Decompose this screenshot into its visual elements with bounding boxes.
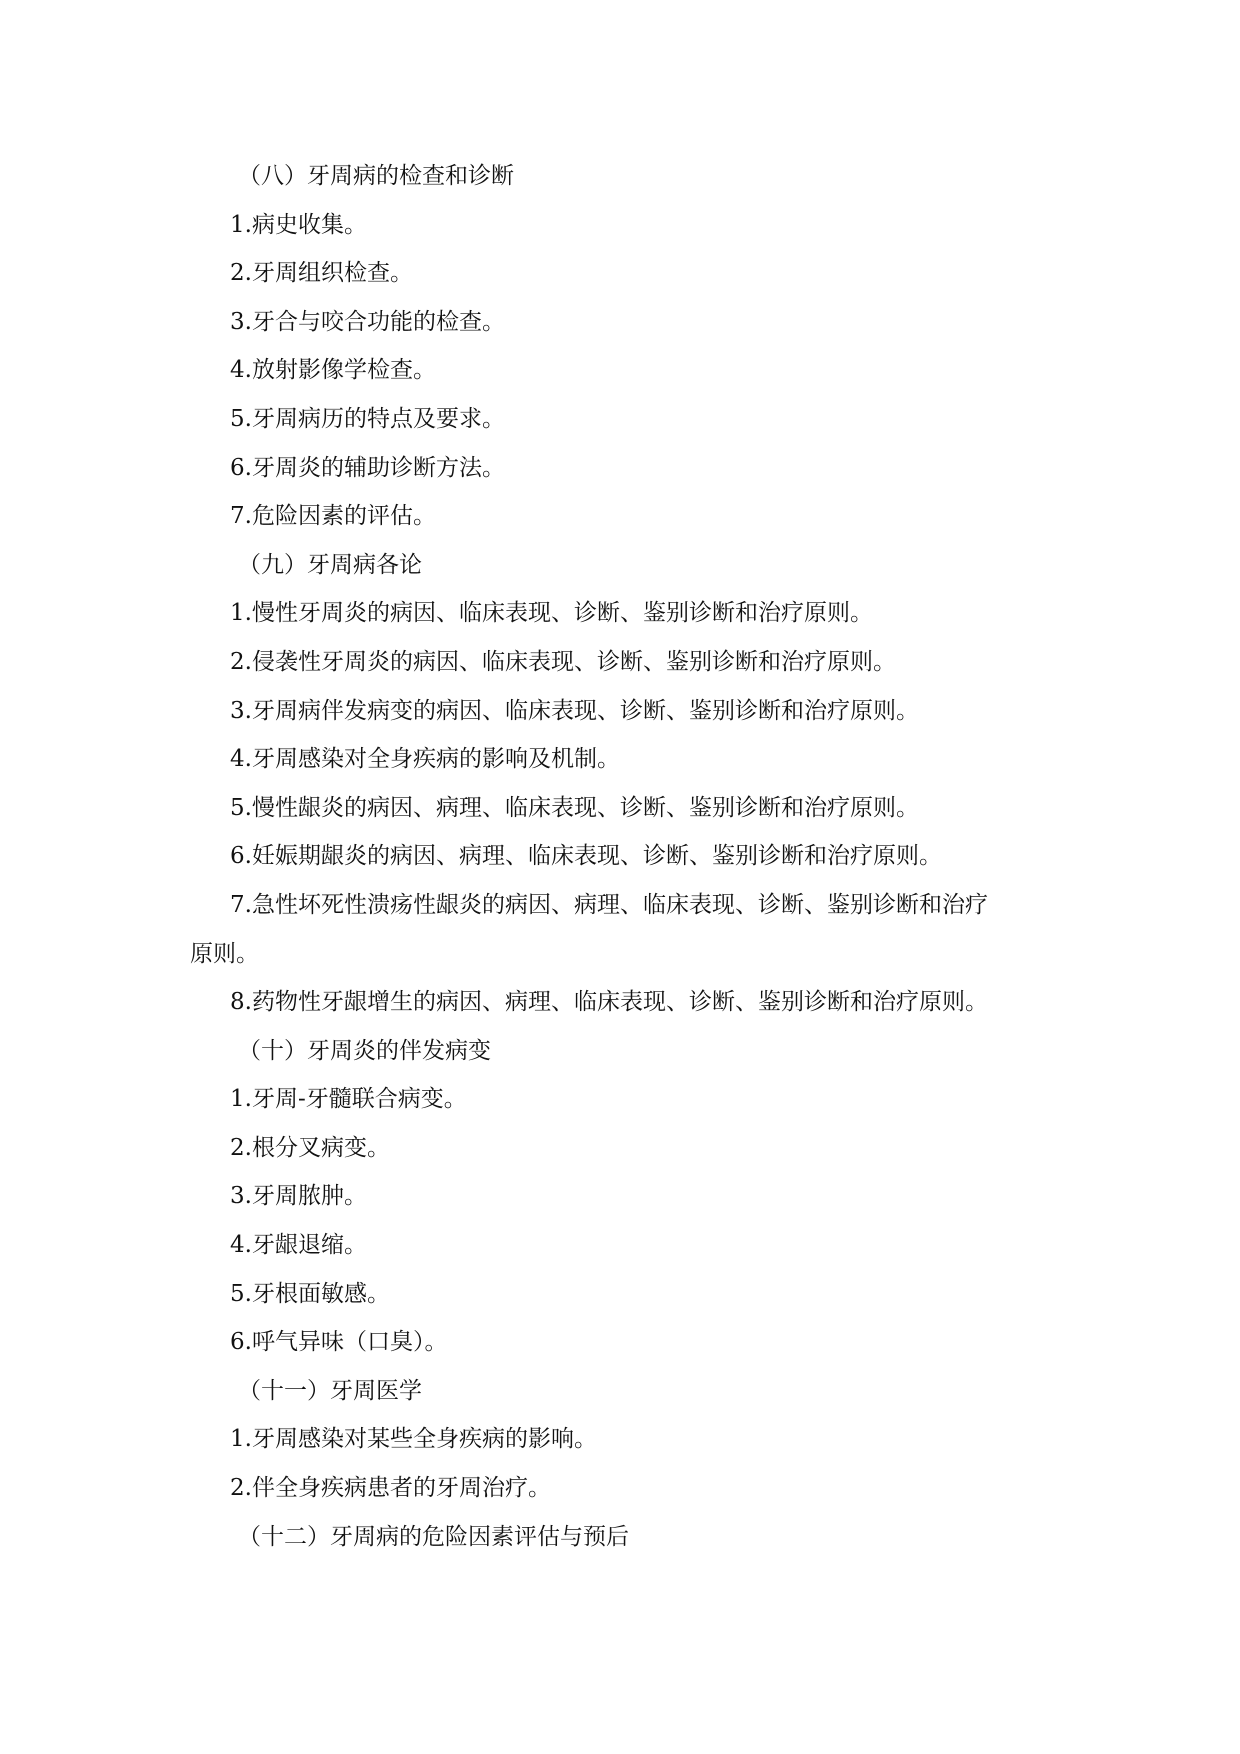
list-item-continuation: 原则。 xyxy=(190,940,259,967)
list-item: 1.牙周感染对某些全身疾病的影响。 xyxy=(230,1426,597,1453)
list-item: 2.牙周组织检查。 xyxy=(230,260,413,287)
list-item: 3.牙周脓肿。 xyxy=(230,1183,367,1210)
section-heading: （八）牙周病的检查和诊断 xyxy=(238,163,514,189)
list-item: 4.牙周感染对全身疾病的影响及机制。 xyxy=(230,746,620,773)
list-item: 6.呼气异味（口臭）。 xyxy=(230,1329,448,1356)
list-item: 2.侵袭性牙周炎的病因、临床表现、诊断、鉴别诊断和治疗原则。 xyxy=(230,648,896,675)
list-item: 5.慢性龈炎的病因、病理、临床表现、诊断、鉴别诊断和治疗原则。 xyxy=(230,794,919,821)
list-item: 6.妊娠期龈炎的病因、病理、临床表现、诊断、鉴别诊断和治疗原则。 xyxy=(230,843,942,870)
list-item: 2.根分叉病变。 xyxy=(230,1134,390,1161)
list-item: 5.牙根面敏感。 xyxy=(230,1280,390,1307)
list-item: 1.慢性牙周炎的病因、临床表现、诊断、鉴别诊断和治疗原则。 xyxy=(230,600,873,627)
list-item: 1.牙周-牙髓联合病变。 xyxy=(230,1086,467,1113)
section-heading: （十一）牙周医学 xyxy=(238,1377,422,1404)
section-heading: （十）牙周炎的伴发病变 xyxy=(238,1037,491,1064)
list-item: 3.牙合与咬合功能的检查。 xyxy=(230,308,505,335)
list-item: 4.牙龈退缩。 xyxy=(230,1232,367,1259)
list-item: 6.牙周炎的辅助诊断方法。 xyxy=(230,454,505,481)
list-item: 1.病史收集。 xyxy=(230,211,367,238)
list-item: 8.药物性牙龈增生的病因、病理、临床表现、诊断、鉴别诊断和治疗原则。 xyxy=(230,989,988,1016)
list-item: 2.伴全身疾病患者的牙周治疗。 xyxy=(230,1475,551,1502)
list-item: 4.放射影像学检查。 xyxy=(230,357,436,384)
list-item: 7.危险因素的评估。 xyxy=(230,503,436,530)
list-item: 5.牙周病历的特点及要求。 xyxy=(230,405,505,432)
list-item: 7.急性坏死性溃疡性龈炎的病因、病理、临床表现、诊断、鉴别诊断和治疗 xyxy=(230,891,988,918)
document-body xyxy=(190,152,1070,1561)
list-item: 3.牙周病伴发病变的病因、临床表现、诊断、鉴别诊断和治疗原则。 xyxy=(230,697,919,724)
section-heading: （九）牙周病各论 xyxy=(238,551,422,578)
section-heading: （十二）牙周病的危险因素评估与预后 xyxy=(238,1523,629,1550)
